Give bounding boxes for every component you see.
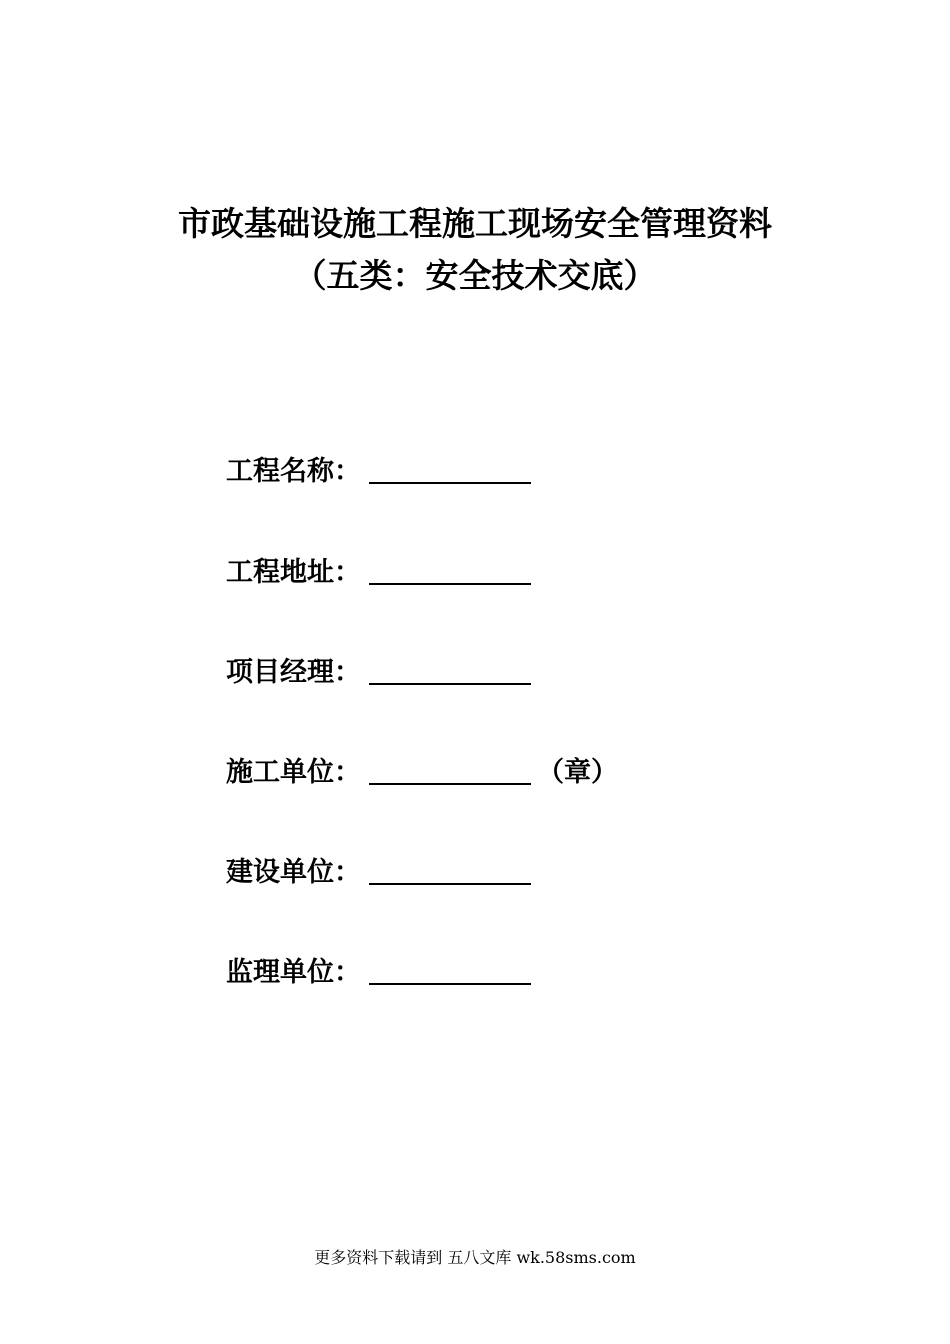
fill-in-blank bbox=[369, 683, 531, 685]
form-fields bbox=[226, 0, 826, 1344]
field-project-address bbox=[226, 551, 531, 591]
field-label: 工程名称： bbox=[226, 456, 361, 487]
field-label: 项目经理： bbox=[226, 657, 361, 688]
field-label: 工程地址： bbox=[226, 557, 361, 588]
field-project-name bbox=[226, 450, 531, 490]
page-footer: 更多资料下载请到 五八文库 wk.58sms.com bbox=[314, 1248, 636, 1267]
fill-in-blank bbox=[369, 983, 531, 985]
field-owner-unit bbox=[226, 851, 531, 891]
field-supervision-unit bbox=[226, 951, 531, 991]
fill-in-blank bbox=[369, 583, 531, 585]
field-label: 建设单位： bbox=[226, 857, 361, 888]
field-project-manager bbox=[226, 651, 531, 691]
seal-note: （章） bbox=[537, 757, 618, 788]
fill-in-blank bbox=[369, 482, 531, 484]
field-label: 监理单位： bbox=[226, 957, 361, 988]
field-construction-unit bbox=[226, 751, 618, 791]
fill-in-blank bbox=[369, 783, 531, 785]
document-subtitle: （五类：安全技术交底） bbox=[293, 256, 657, 295]
fill-in-blank bbox=[369, 883, 531, 885]
document-title: 市政基础设施工程施工现场安全管理资料 bbox=[178, 204, 772, 243]
field-label: 施工单位： bbox=[226, 757, 361, 788]
